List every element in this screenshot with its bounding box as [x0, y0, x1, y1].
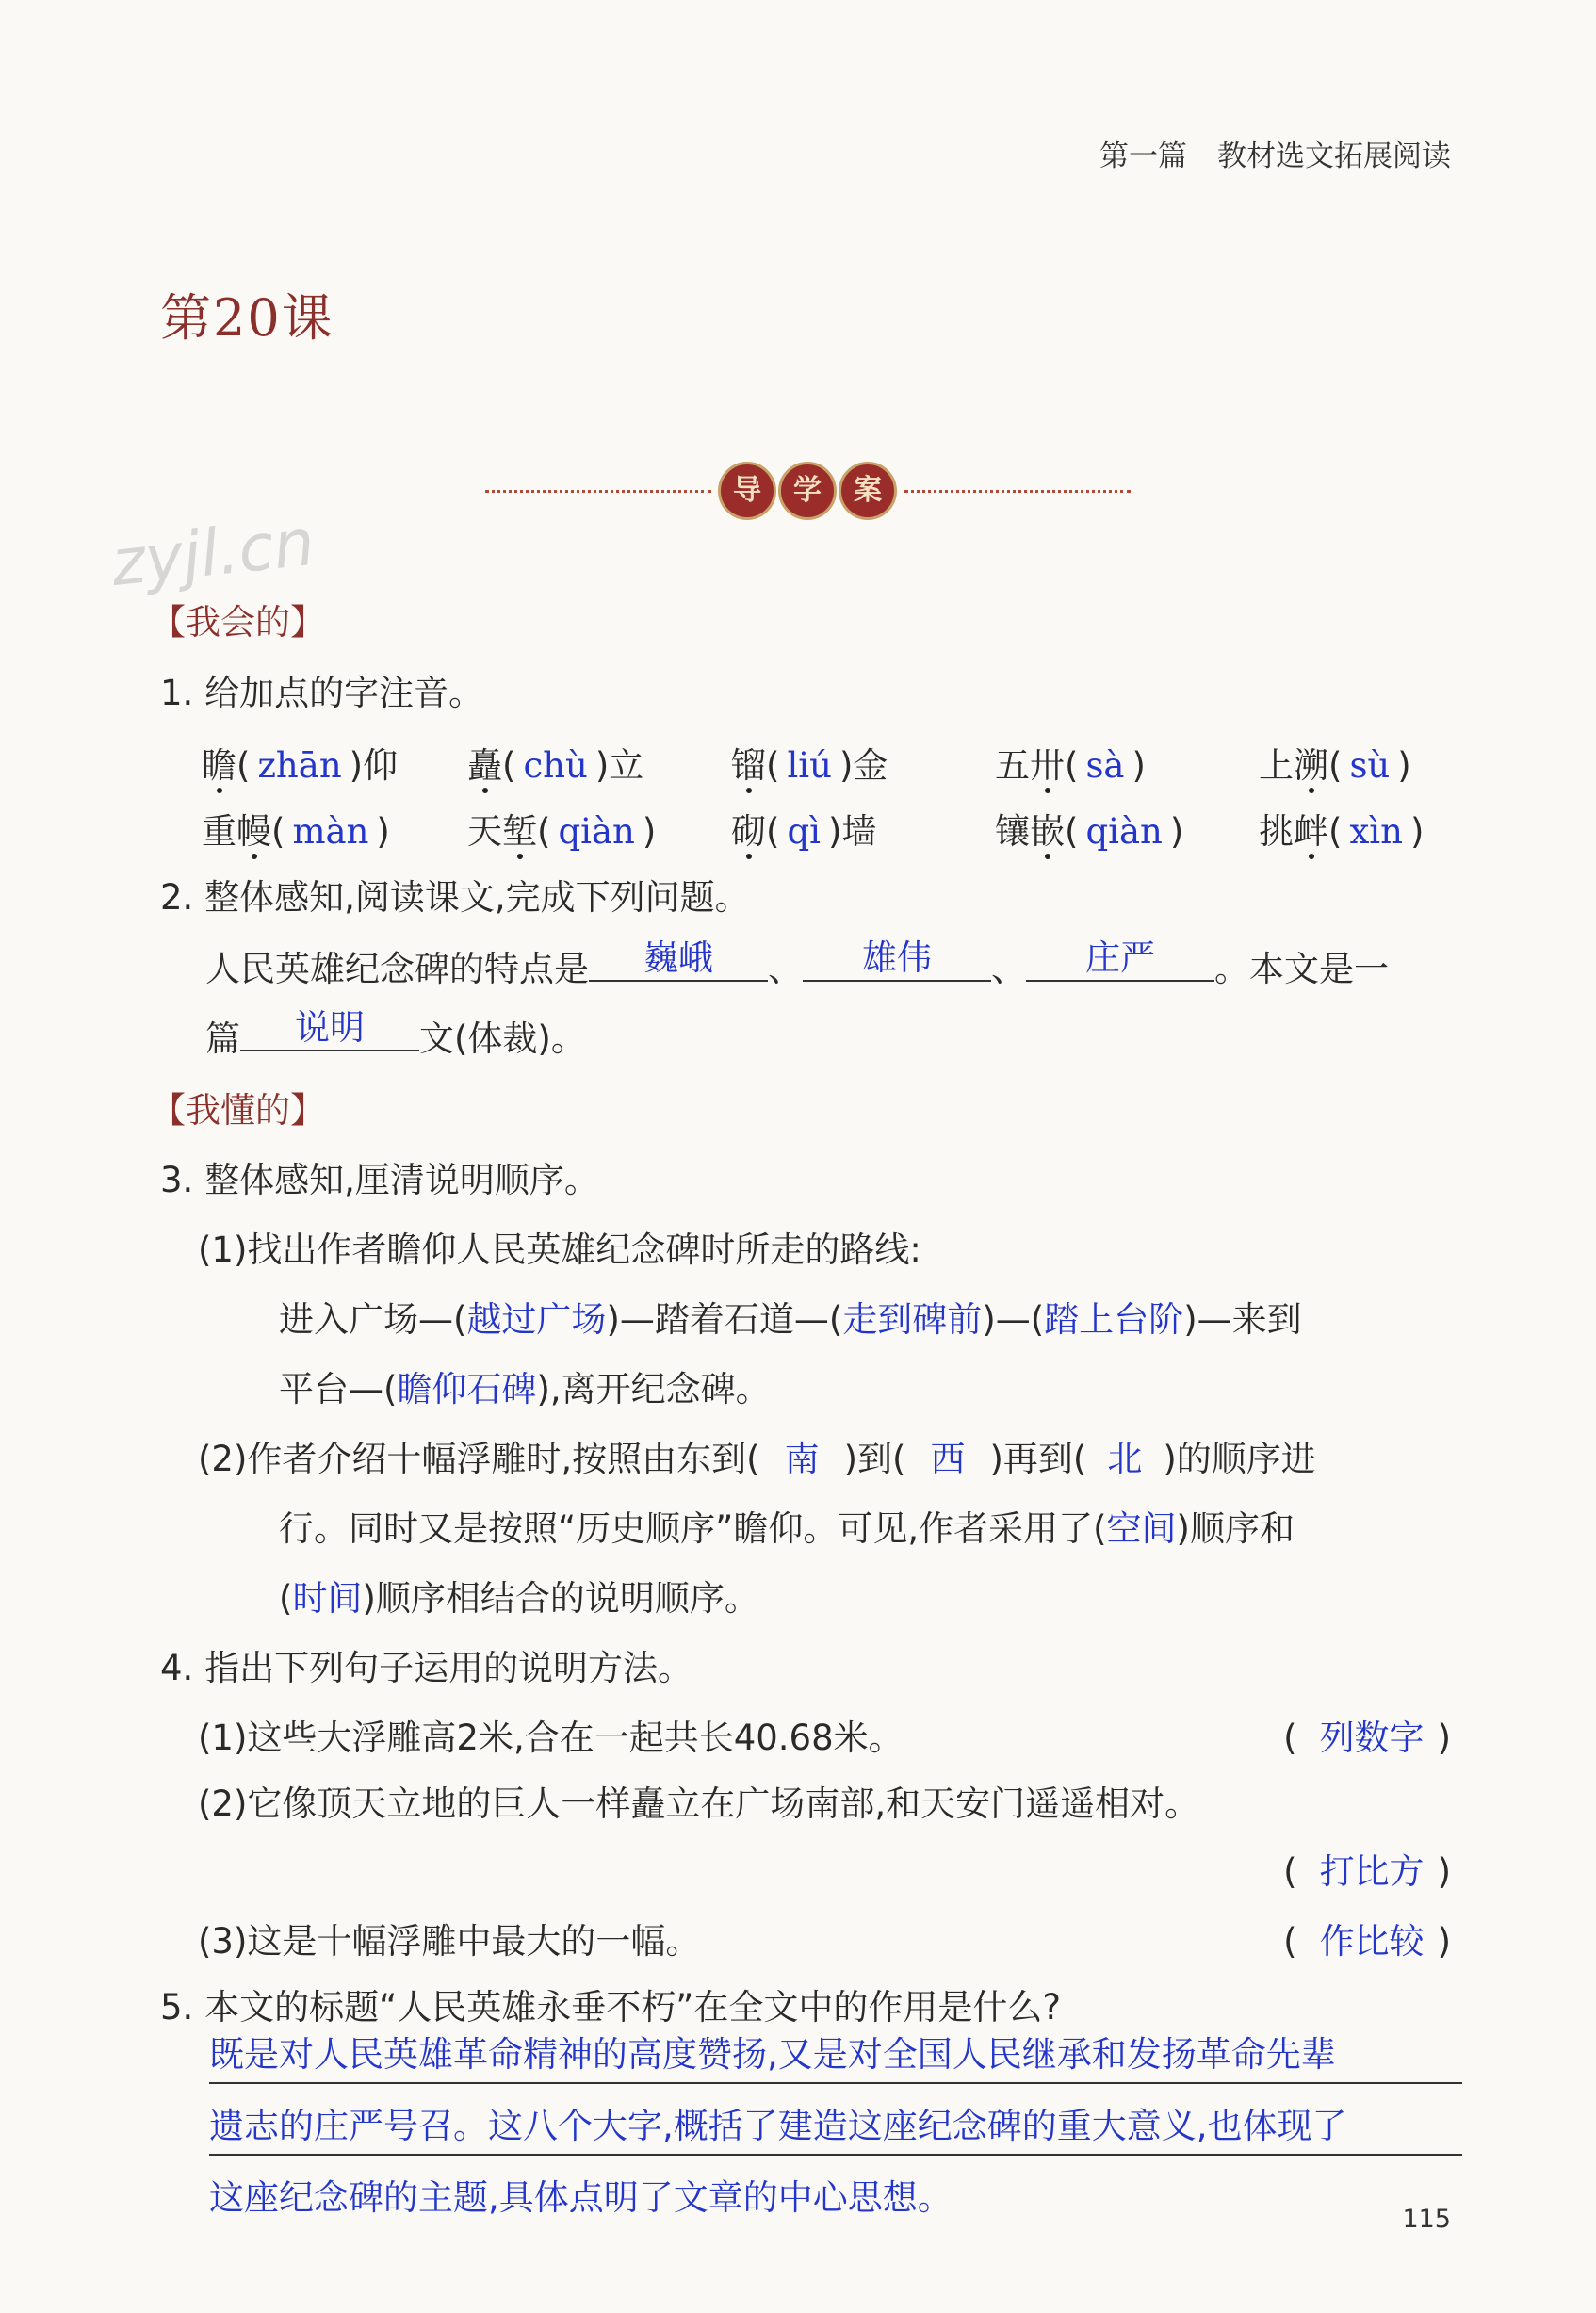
header-title: 教材选文拓展阅读	[1217, 139, 1451, 173]
lesson-title: 第20课	[160, 288, 334, 348]
pinyin-answer: qì	[787, 811, 821, 852]
dotted-char: 嵌	[1030, 811, 1065, 852]
text: (	[279, 1578, 293, 1619]
paren-open: (	[502, 745, 516, 786]
q4-answer-3-box	[1283, 1913, 1451, 1963]
text: 行。同时又是按照“历史顺序”瞻仰。可见,作者采用了(	[279, 1508, 1107, 1549]
q2-sep-2: 、	[991, 949, 1026, 989]
q2-line2-pre: 篇	[205, 1018, 240, 1059]
q2-line2-post: 文(体裁)。	[419, 1018, 586, 1059]
q3-route-answer-1: 越过广场	[466, 1299, 607, 1340]
paren-open: (	[537, 811, 551, 852]
pinyin-post: 仰	[363, 745, 399, 786]
text: )顺序和	[1176, 1508, 1295, 1549]
pinyin-pre: 五	[995, 745, 1030, 786]
q5-label: 5. 本文的标题“人民英雄永垂不朽”在全文中的作用是什么?	[160, 1987, 1062, 2028]
pinyin-item	[995, 803, 1183, 854]
q5-answer-line-1: 既是对人民英雄革命精神的高度赞扬,又是对全国人民继承和发扬革命先辈	[209, 2026, 1462, 2084]
q2-blank-4	[240, 999, 419, 1051]
text: )再到(	[989, 1439, 1087, 1479]
q3-order-answer-2: 时间	[292, 1578, 363, 1619]
q2-line1-post: 。本文是一	[1214, 949, 1389, 989]
seal-3: 案	[839, 462, 897, 520]
pinyin-item	[202, 803, 390, 854]
dotted-char: 砌	[731, 811, 766, 852]
banner-right-dots	[904, 490, 1131, 493]
pinyin-answer: zhān	[257, 745, 342, 786]
paren-open: (	[766, 745, 780, 786]
pinyin-pre: 天	[467, 811, 502, 852]
pinyin-post: 金	[853, 745, 888, 786]
q5-answer-line-2: 遗志的庄严号召。这八个大字,概括了建造这座纪念碑的重大意义,也体现了	[209, 2097, 1462, 2156]
q4-answer-2-box	[1283, 1843, 1451, 1894]
q4-sentence-2: (2)它像顶天立地的巨人一样矗立在广场南部,和天安门遥遥相对。	[198, 1784, 1200, 1824]
dotted-char: 瞻	[202, 745, 236, 786]
section-heading-2: 【我懂的】	[151, 1090, 325, 1131]
paren-close: )	[1437, 1718, 1451, 1758]
pinyin-item	[1259, 737, 1411, 788]
paren-close: )	[1409, 811, 1425, 852]
q3-route-answer-4: 瞻仰石碑	[397, 1369, 537, 1409]
q2-line1	[205, 937, 1389, 993]
q2-line1-pre: 人民英雄纪念碑的特点是	[205, 949, 589, 989]
q4-answer-1: 列数字	[1319, 1718, 1425, 1758]
q5-answer-line-3: 这座纪念碑的主题,具体点明了文章的中心思想。	[209, 2177, 953, 2218]
seal-1: 导	[718, 462, 776, 520]
paren-close: )	[1397, 745, 1411, 786]
banner-left-dots	[485, 490, 711, 493]
pinyin-answer: qiàn	[1085, 811, 1163, 852]
page-number: 115	[1402, 2205, 1451, 2234]
q2-answer-4: 说明	[295, 1007, 365, 1048]
q5-answer-block	[209, 2026, 1462, 2225]
q2-blank-2	[803, 929, 991, 982]
text: )—踏着石道—(	[606, 1299, 843, 1340]
q2-sep-1: 、	[768, 949, 803, 989]
paren-open: (	[1283, 1921, 1297, 1962]
q3-dir-answer-3: 北	[1107, 1439, 1143, 1479]
q3-order-answer-1: 空间	[1106, 1508, 1177, 1549]
pinyin-item	[731, 737, 888, 788]
paren-close: )	[839, 745, 854, 786]
q3-dir-answer-1: 南	[784, 1439, 820, 1479]
q2-blank-3	[1026, 929, 1214, 982]
paren-close: )	[1437, 1851, 1451, 1892]
text: )的顺序进	[1163, 1439, 1316, 1479]
q3-part2-line2	[279, 1500, 1295, 1551]
paren-open: (	[236, 745, 251, 786]
pinyin-item	[995, 737, 1146, 788]
paren-open: (	[1065, 811, 1079, 852]
pinyin-answer: màn	[292, 811, 369, 852]
banner-seals	[718, 462, 897, 520]
paren-close: )	[1169, 811, 1184, 852]
dotted-char: 堑	[502, 811, 537, 852]
seal-2: 学	[778, 462, 837, 520]
paren-close: )	[594, 745, 610, 786]
header-part: 第一篇	[1099, 139, 1187, 173]
dotted-char: 卅	[1030, 745, 1065, 786]
paren-open: (	[1283, 1851, 1297, 1892]
text: )到(	[843, 1439, 906, 1479]
text: (2)作者介绍十幅浮雕时,按照由东到(	[198, 1439, 760, 1479]
q2-answer-2: 雄伟	[862, 937, 932, 978]
dotted-char: 幔	[236, 811, 271, 852]
paren-open: (	[1328, 811, 1343, 852]
pinyin-answer: sà	[1085, 745, 1125, 786]
q2-line2	[205, 1007, 586, 1063]
q3-part1-label: (1)找出作者瞻仰人民英雄纪念碑时所走的路线:	[198, 1230, 921, 1270]
q2-label: 2. 整体感知,阅读课文,完成下列问题。	[160, 877, 750, 918]
paren-close: )	[1437, 1921, 1451, 1962]
paren-close: )	[827, 811, 842, 852]
pinyin-item	[1259, 803, 1424, 854]
dotted-char: 矗	[467, 745, 502, 786]
guide-banner	[485, 462, 1131, 520]
paren-open: (	[1328, 745, 1343, 786]
pinyin-post: 墙	[841, 811, 877, 852]
section-heading-1: 【我会的】	[151, 602, 325, 643]
q4-sentence-1: (1)这些大浮雕高2米,合在一起共长40.68米。	[198, 1718, 904, 1758]
q4-label: 4. 指出下列句子运用的说明方法。	[160, 1648, 693, 1688]
pinyin-pre: 镶	[995, 811, 1030, 852]
q3-part2-line3	[279, 1570, 759, 1621]
q2-answer-1: 巍峨	[643, 937, 713, 978]
pinyin-item	[731, 803, 876, 854]
paren-close: )	[1132, 745, 1146, 786]
dotted-char: 镏	[731, 745, 766, 786]
q3-route-answer-3: 踏上台阶	[1044, 1299, 1184, 1340]
text: 进入广场—(	[279, 1299, 467, 1340]
q2-answer-3: 庄严	[1085, 937, 1155, 978]
running-header	[0, 132, 1451, 174]
text: ),离开纪念碑。	[536, 1369, 771, 1409]
paren-open: (	[1065, 745, 1079, 786]
pinyin-answer: sù	[1349, 745, 1391, 786]
pinyin-pre: 上	[1259, 745, 1294, 786]
q3-label: 3. 整体感知,厘清说明顺序。	[160, 1160, 599, 1200]
pinyin-post: 立	[609, 745, 644, 786]
q3-route-line2	[279, 1360, 771, 1411]
q4-answer-3: 作比较	[1319, 1921, 1425, 1962]
paren-open: (	[271, 811, 285, 852]
paren-open: (	[766, 811, 780, 852]
q3-route-line1	[279, 1291, 1302, 1342]
paren-close: )	[642, 811, 657, 852]
text: 平台—(	[279, 1369, 398, 1409]
q3-dir-answer-2: 西	[930, 1439, 966, 1479]
pinyin-answer: liú	[787, 745, 832, 786]
q2-blank-1	[589, 929, 768, 982]
pinyin-item	[467, 737, 643, 788]
pinyin-answer: chù	[523, 745, 588, 786]
q3-part2-line1	[198, 1430, 1316, 1481]
q4-answer-1-box	[1283, 1709, 1451, 1760]
q1-label: 1. 给加点的字注音。	[160, 673, 484, 713]
pinyin-pre: 重	[202, 811, 236, 852]
q3-route-answer-2: 走到碑前	[842, 1299, 983, 1340]
q4-sentence-3: (3)这是十幅浮雕中最大的一幅。	[198, 1921, 701, 1962]
pinyin-item	[467, 803, 656, 854]
paren-close: )	[349, 745, 364, 786]
pinyin-answer: qiàn	[558, 811, 635, 852]
pinyin-pre: 挑	[1259, 811, 1294, 852]
dotted-char: 溯	[1294, 745, 1328, 786]
watermark: zyjl.cn	[107, 505, 318, 602]
text: )顺序相结合的说明顺序。	[362, 1578, 759, 1619]
paren-close: )	[376, 811, 390, 852]
pinyin-answer: xìn	[1349, 811, 1403, 852]
dotted-char: 衅	[1294, 811, 1328, 852]
q4-answer-2: 打比方	[1319, 1851, 1425, 1892]
paren-open: (	[1283, 1718, 1297, 1758]
pinyin-item	[202, 737, 398, 788]
text: )—来到	[1183, 1299, 1302, 1340]
text: )—(	[982, 1299, 1045, 1340]
